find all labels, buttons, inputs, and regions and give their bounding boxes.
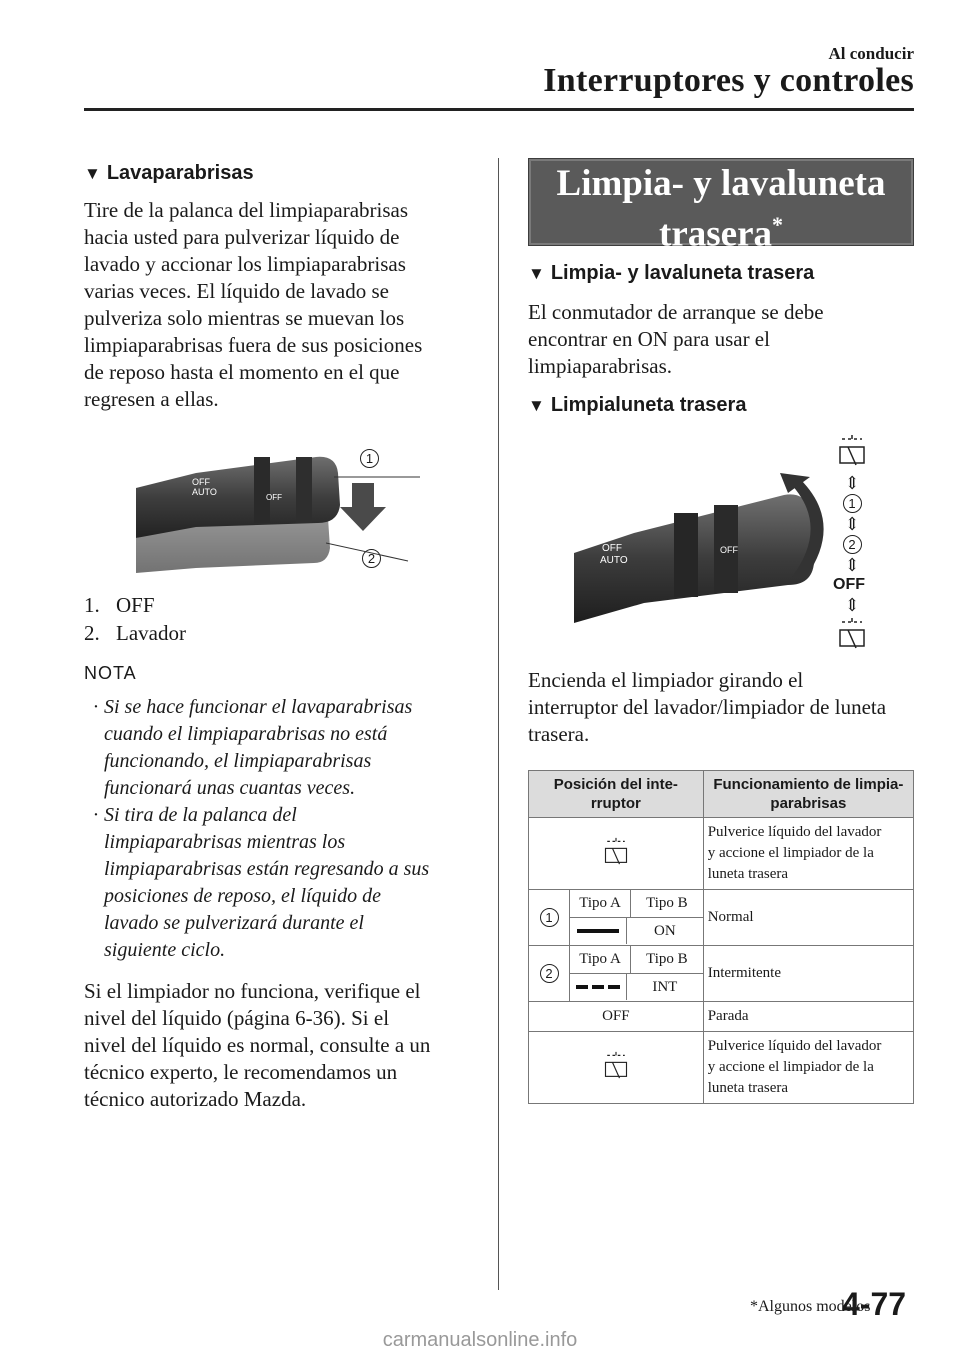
table-row: 2 Tipo A Tipo B INT Intermitente [529, 946, 914, 1002]
sub-heading: ▼ Limpia- y lavaluneta trasera [528, 262, 815, 284]
section-banner: Limpia- y lavaluneta trasera* [528, 158, 914, 246]
nota-label: NOTA [84, 663, 137, 683]
watermark: carmanualsonline.info [382, 1329, 578, 1351]
washer-icon [836, 616, 868, 650]
table-row: 1 Tipo A Tipo B ON Normal [529, 890, 914, 946]
nota-item: · Si se hace funcionar el lavaparabrisas cuando el limpiaparabrisas no está funcionando, el limpiaparabrisas funcionará unas cuantas veces. [92, 696, 413, 799]
updown-arrow-icon: ⇕ [844, 555, 860, 575]
position-indicator [832, 433, 872, 655]
header-title: Interruptores y controles [543, 62, 914, 99]
intro-paragraph: Tire de la palanca del limpiaparabrisas hacia usted para pulverizar líquido de lavado y accionar los limpiaparabrisas varias veces. El líquido de lavado se pulveriza solo mientras se muevan los limpiaparabrisas fuera de sus posiciones de reposo hasta el momento en el que regresen a ellas. [84, 198, 423, 411]
sub-heading: ▼ Limpialuneta trasera [528, 394, 747, 416]
optional-model-mark: * [772, 212, 783, 237]
header-section: Al conducir [828, 44, 914, 63]
page-number: 4-77 [842, 1286, 907, 1322]
legend-item: 2. Lavador [84, 621, 186, 645]
figure-legend [84, 591, 476, 647]
lever-label-off-2: OFF [720, 545, 738, 555]
table-row: OFF Parada [529, 1002, 914, 1032]
updown-arrow-icon: ⇕ [844, 514, 860, 534]
dashed-bar-icon [576, 985, 588, 989]
position-2: 2 [540, 964, 559, 983]
solid-bar-icon [577, 929, 619, 933]
updown-arrow-icon: ⇕ [844, 473, 860, 493]
lever-label-auto: AUTO [192, 487, 217, 497]
triangle-bullet-icon: ▼ [84, 164, 101, 183]
lever-label-off: OFF [192, 477, 210, 487]
nota-list [88, 694, 476, 964]
table-row: Pulverice líquido del lavador y accione el limpiador de la luneta trasera [529, 818, 914, 890]
position-off: OFF [833, 576, 865, 593]
table-row: Pulverice líquido del lavador y accione el limpiador de la luneta trasera [529, 1032, 914, 1104]
footer-note: *Algunos modelos [750, 1298, 871, 1315]
lever-label-auto: AUTO [600, 555, 628, 566]
rotate-paragraph: Encienda el limpiador girando el interruptor del lavador/limpiador de luneta trasera. [528, 668, 887, 746]
triangle-bullet-icon: ▼ [528, 264, 545, 283]
callout-leader-lines [326, 443, 426, 573]
callout-1: 1 [360, 449, 379, 468]
closing-paragraph: Si el limpiador no funciona, verifique el nivel del líquido (página 6-36). Si el nivel del líquido es normal, consulte a un técnico experto, le recomendamos un técnico autorizado Mazda. [84, 979, 431, 1111]
table-header-row [529, 771, 914, 818]
position-1: 1 [540, 908, 559, 927]
wiper-lever-figure [136, 443, 426, 573]
rotation-arrow-icon [780, 473, 840, 583]
ignition-paragraph: El conmutador de arranque se debe encontrar en ON para usar el limpiaparabrisas. [528, 300, 824, 378]
legend-item: 1. OFF [84, 593, 155, 617]
lever-label-off: OFF [602, 543, 622, 554]
callout-2: 2 [362, 549, 381, 568]
lever-label-off-2: OFF [266, 493, 282, 502]
nota-item: · Si tira de la palanca del limpiaparabrisas mientras los limpiaparabrisas están regresando a sus posiciones de reposo, el líquido de lavado se pulverizará durante el siguiente ciclo. [92, 804, 430, 961]
section-heading: ▼ Lavaparabrisas [84, 162, 254, 184]
washer-icon [602, 836, 630, 866]
updown-arrow-icon: ⇕ [844, 595, 860, 615]
washer-icon [602, 1050, 630, 1080]
right-column [528, 158, 914, 1104]
column-divider [498, 158, 499, 1290]
col-header-function: Funcionamiento de limpia- parabrisas [703, 771, 913, 818]
position-2: 2 [843, 535, 862, 554]
left-column [84, 158, 476, 1113]
header-rule [84, 108, 914, 111]
col-header-position: Posición del inte- rruptor [529, 771, 704, 818]
position-1: 1 [843, 494, 862, 513]
rear-wiper-figure [574, 433, 904, 663]
triangle-bullet-icon: ▼ [528, 396, 545, 415]
washer-icon [836, 433, 868, 467]
switch-position-table [528, 770, 914, 1104]
